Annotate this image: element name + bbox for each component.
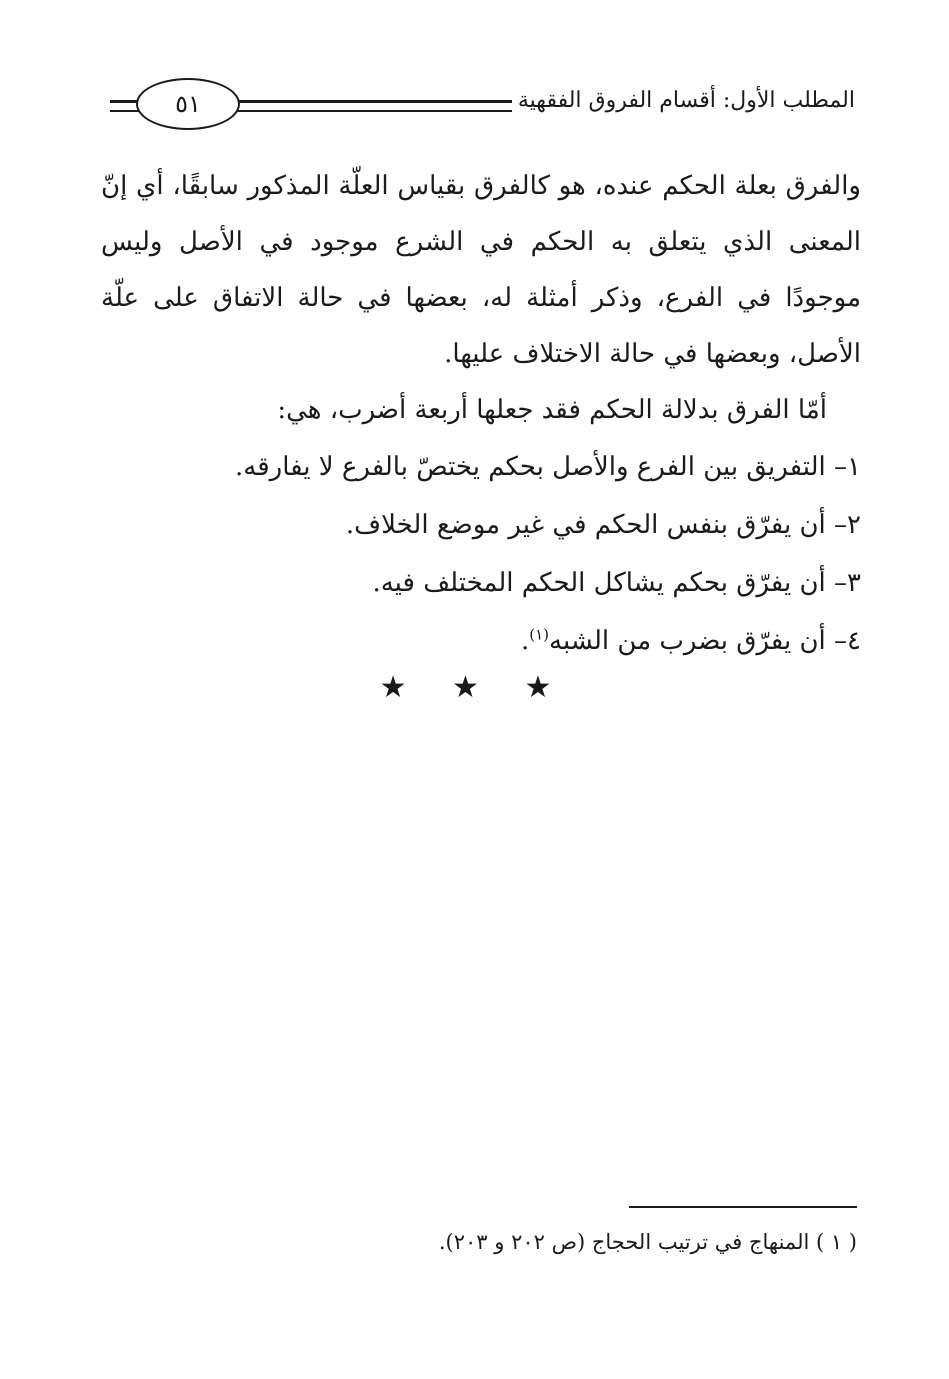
list-item: ٣– أن يفرّق بحكم يشاكل الحكم المختلف فيه. — [372, 568, 861, 598]
footnote: ( ١ ) المنهاج في ترتيب الحجاج (ص ٢٠٢ و ٢٠٣). — [438, 1230, 857, 1254]
footnote-rule — [629, 1206, 857, 1208]
header-title: المطلب الأول: أقسام الفروق الفقهية — [512, 88, 855, 113]
paragraph: والفرق بعلة الحكم عنده، هو كالفرق بقياس العلّة المذكور سابقًا، أي إنّ المعنى الذي يتعلق به الحكم في الشرع موجود في الأصل وليس موجودًا في الفرع، وذكر أمثلة له، بعضها في حالة الاتفاق على علّة الأصل، وبعضها في حالة الاختلاف عليها. — [101, 171, 861, 369]
main-text — [101, 158, 861, 670]
page-number-label: ٥١ — [175, 90, 201, 118]
page-number — [136, 78, 240, 130]
footnote-marker[interactable]: (١) — [529, 625, 550, 644]
list-item-end: . — [520, 626, 530, 656]
paragraph: أمّا الفرق بدلالة الحكم فقد جعلها أربعة أضرب، هي: — [277, 395, 827, 425]
list-item: ٢– أن يفرّق بنفس الحكم في غير موضع الخلاف. — [345, 510, 861, 540]
list-item-text: ٤– أن يفرّق بضرب من الشبه — [549, 626, 861, 656]
list-item-with-footnote — [101, 612, 861, 670]
running-header — [110, 70, 855, 140]
section-separator: ★ ★ ★ — [379, 670, 570, 705]
list-item: ١– التفريق بين الفرع والأصل بحكم يختصّ بالفرع لا يفارقه. — [235, 452, 861, 482]
